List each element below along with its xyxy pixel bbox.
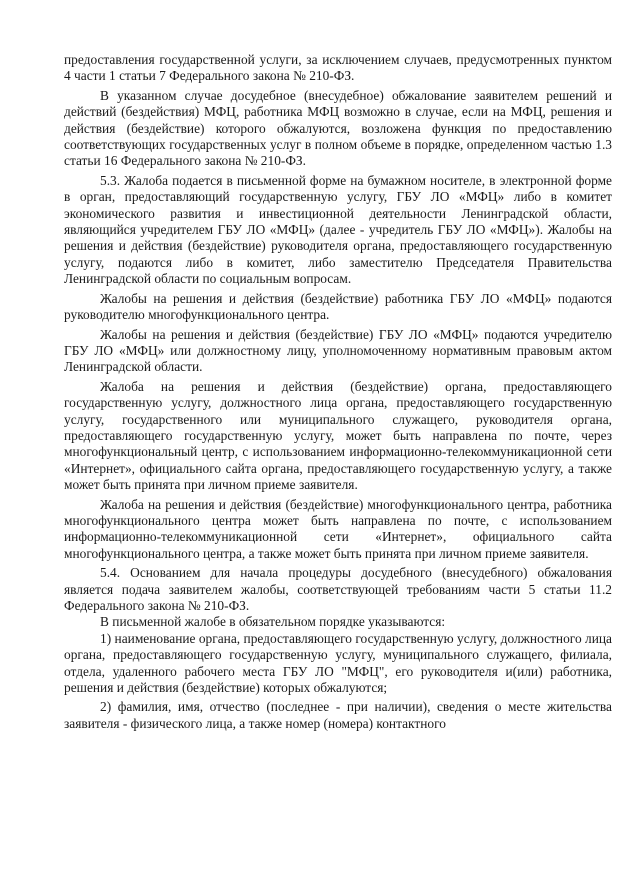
paragraph-5-3: 5.3. Жалоба подается в письменной форме на бумажном носителе, в электронной форме в орган, предоставляющий государственную услугу, ГБУ ЛО «МФЦ» либо в комитет экономического развития и инвестиционной деятельности Ленинградской области, являющийся учредителем ГБУ ЛО «МФЦ» (далее - учредитель ГБУ ЛО «МФЦ»). Жалобы на решения и действия (бездействие) руководителя органа, предоставляющего государственную услугу, подаются либо в комитет, либо заместителю Председателя Правительства Ленинградской области по социальным вопросам. [64,172,612,287]
paragraph-continuation: предоставления государственной услуги, за исключением случаев, предусмотренных пунктом 4 части 1 статьи 7 Федерального закона № 210-ФЗ. [64,52,612,84]
paragraph-5-4: 5.4. Основанием для начала процедуры досудебного (внесудебного) обжалования является подача заявителем жалобы, соответствующей требованиям части 5 статьи 11.2 Федерального закона № 210-ФЗ. [64,565,612,613]
list-item-1: 1) наименование органа, предоставляющего государственную услугу, должностного лица органа, предоставляющего государственную услугу, муниципального служащего, филиала, отдела, удаленного рабочего места ГБУ ЛО "МФЦ", его руководителя и(или) работника, решения и действия (бездействие) которых обжалуются; [64,630,612,696]
paragraph-center-complaints: Жалоба на решения и действия (бездействие) многофункционального центра, работника многофункционального центра может быть направлена по почте, с использованием информационно-телекоммуникационной сети «Интернет», официального сайта многофункционального центра, а также может быть принята при личном приеме заявителя. [64,496,612,561]
paragraph-mfc-appeal: В указанном случае досудебное (внесудебное) обжалование заявителем решений и действий (бездействия) МФЦ, работника МФЦ возможно в случае, если на МФЦ, решения и действия (бездействие) которого обжалуются, возложена функция по предоставлению соответствующих государственных услуг в полном объеме в порядке, определенном частью 1.3 статьи 16 Федерального закона № 210-ФЗ. [64,87,612,169]
paragraph-mfc-complaints: Жалобы на решения и действия (бездействие) ГБУ ЛО «МФЦ» подаются учредителю ГБУ ЛО «МФЦ» или должностному лицу, уполномоченному нормативным правовым актом Ленинградской области. [64,326,612,375]
document-body [64,52,612,732]
paragraph-required-items: В письменной жалобе в обязательном порядке указываются: [100,614,446,630]
list-item-2: 2) фамилия, имя, отчество (последнее - при наличии), сведения о месте жительства заявителя - физического лица, а также номер (номера) контактного [64,699,612,731]
paragraph-worker-complaints: Жалобы на решения и действия (бездействие) работника ГБУ ЛО «МФЦ» подаются руководителю многофункционального центра. [64,290,612,323]
paragraph-organ-complaints: Жалоба на решения и действия (бездействие) органа, предоставляющего государственную услугу, должностного лица органа, предоставляющего государственную услугу, государственного или муниципального служащего, руководителя органа, предоставляющего государственную услугу, может быть направлена по почте, через многофункциональный центр, с использованием информационно-телекоммуникационной сети «Интернет», официального сайта органа, предоставляющего государственную услугу, а также может быть принята при личном приеме заявителя. [64,378,612,493]
